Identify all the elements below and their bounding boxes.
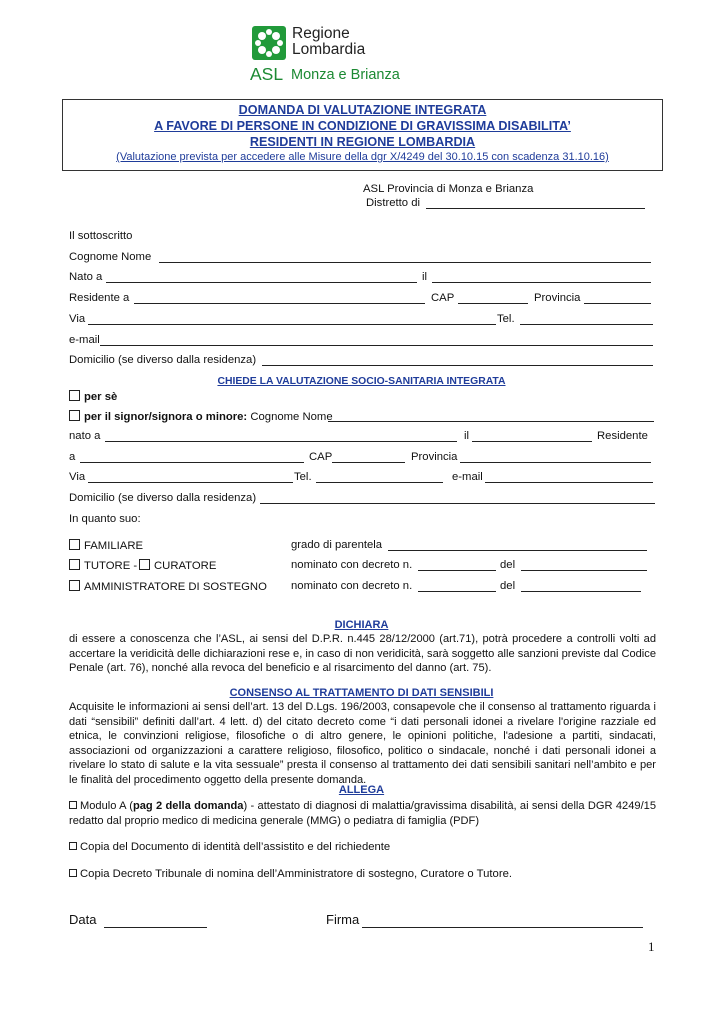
data-label: Data [69,912,97,927]
applicant-residente-field[interactable] [134,303,425,304]
request-a-label: a [69,451,76,463]
nominato-label-1: nominato con decreto n. [291,559,413,571]
data-field[interactable] [104,927,207,928]
request-nato-field[interactable] [105,441,457,442]
request-domicilio-field[interactable] [260,503,655,504]
allega-item-2[interactable]: Copia del Documento di identità dell’assistito e del richiedente [69,841,390,853]
asl-label: ASL [250,64,284,84]
request-residente-label: Residente [597,430,648,442]
checkbox-icon [69,390,80,401]
del-label-2: del [500,580,516,592]
consenso-heading: CONSENSO AL TRATTAMENTO DI DATI SENSIBILI [229,687,494,699]
logo-text-lombardia: Lombardia [292,41,366,58]
option-per-altri[interactable]: per il signor/signora o minore: Cognome Nome [69,410,333,423]
option-per-se[interactable]: per sè [69,390,117,403]
asl-area: Monza e Brianza [291,67,400,83]
applicant-domicilio-label: Domicilio (se diverso dalla residenza) [69,354,257,366]
request-via-label: Via [69,471,86,483]
recipient-asl: ASL Provincia di Monza e Brianza [363,183,534,195]
option-curatore[interactable]: CURATORE [139,559,216,572]
logo-text-regione: Regione [292,25,350,42]
decreto-n-field-2[interactable] [418,591,496,592]
option-amministratore[interactable]: AMMINISTRATORE DI SOSTEGNO [69,580,267,593]
applicant-cap-label: CAP [431,292,455,304]
applicant-via-field[interactable] [88,324,496,325]
applicant-provincia-label: Provincia [534,292,581,304]
request-heading: CHIEDE LA VALUTAZIONE SOCIO-SANITARIA INTEGRATA [217,376,506,387]
applicant-il-label: il [422,271,428,283]
decreto-n-field-1[interactable] [418,570,496,571]
request-email-label: e-mail [452,471,483,483]
applicant-via-label: Via [69,313,86,325]
applicant-email-field[interactable] [100,345,653,346]
applicant-domicilio-field[interactable] [262,365,653,366]
page-number: 1 [648,939,655,954]
checkbox-icon [69,559,80,570]
checkbox-icon [69,580,80,591]
nominato-label-2: nominato con decreto n. [291,580,413,592]
grado-field[interactable] [388,550,647,551]
request-il-label: il [464,430,470,442]
title-line-4: (Valutazione prevista per accedere alle Misure della dgr X/4249 del 30.10.15 con scadenza 31.10.16) [116,151,609,163]
applicant-provincia-field[interactable] [584,303,651,304]
request-residenza-field[interactable] [80,462,304,463]
applicant-tel-field[interactable] [520,324,653,325]
option-tutore[interactable]: TUTORE - [69,559,137,572]
recipient-distretto-label: Distretto di [366,197,420,209]
applicant-tel-label: Tel. [497,313,515,325]
applicant-cognome-label: Cognome Nome [69,251,152,263]
request-provincia-label: Provincia [411,451,458,463]
request-email-field[interactable] [485,482,653,483]
request-provincia-field[interactable] [460,462,651,463]
regione-lombardia-logo [252,26,286,60]
applicant-heading: Il sottoscritto [69,230,133,242]
request-nato-label: nato a [69,430,101,442]
request-via-field[interactable] [88,482,293,483]
checkbox-icon [69,539,80,550]
request-cognome-field[interactable] [328,421,654,422]
checkbox-icon [69,869,77,877]
consenso-text: Acquisite le informazioni ai sensi dell’art. 13 del D.Lgs. 196/2003, consapevole che il consenso al trattamento riguarda i dati “sensibili” definiti dall’art. 4 lett. d) del citato decreto come “i dati personali idonei a rivelare l'origine razziale ed etnica, le convinzioni religiose, filosofiche o di altro genere, le opinioni politiche, l'adesione a partiti, sindacati, associazioni od organizzazioni a carattere religioso, filosofico, politico o sindacale, nonché i dati personali idonei a rivelare lo stato di salute e la vita sessuale” presta il consenso al trattamento dei dati sensibili sanitari nell’ambito e per le finalità del procedimento oggetto della presente domanda. [69,701,656,786]
grado-label: grado di parentela [291,539,383,551]
applicant-email-label: e-mail [69,334,100,346]
firma-field[interactable] [362,927,643,928]
applicant-il-field[interactable] [432,282,651,283]
checkbox-icon [69,842,77,850]
checkbox-icon [69,801,77,809]
title-line-3: RESIDENTI IN REGIONE LOMBARDIA [249,135,476,149]
title-line-2: A FAVORE DI PERSONE IN CONDIZIONE DI GRAVISSIMA DISABILITA’ [154,119,571,133]
option-familiare[interactable]: FAMILIARE [69,539,143,552]
decreto-del-field-1[interactable] [521,570,647,571]
checkbox-icon [139,559,150,570]
in-quanto-label: In quanto suo: [69,513,141,525]
del-label-1: del [500,559,516,571]
applicant-nato-field[interactable] [106,282,417,283]
request-domicilio-label: Domicilio (se diverso dalla residenza) [69,492,257,504]
firma-label: Firma [326,912,360,927]
title-box [62,99,663,171]
applicant-cognome-field[interactable] [159,262,651,263]
distretto-field[interactable] [426,208,645,209]
rosa-camuna-icon [252,26,286,60]
applicant-nato-label: Nato a [69,271,103,283]
dichiara-heading: DICHIARA [334,619,389,631]
request-cap-field[interactable] [332,462,405,463]
request-tel-field[interactable] [316,482,443,483]
allega-item-1[interactable]: Modulo A (pag 2 della domanda) - attestato di diagnosi di malattia/gravissima disabilità, ai sensi della DGR 4249/15 redatto dal proprio medico di medicina generale (MMG) o pediatra di famiglia (PDF) [69,800,656,827]
applicant-residente-label: Residente a [69,292,130,304]
decreto-del-field-2[interactable] [521,591,641,592]
allega-item-3[interactable]: Copia Decreto Tribunale di nomina dell’Amministratore di sostegno, Curatore o Tutore. [69,868,512,880]
request-tel-label: Tel. [294,471,312,483]
request-il-field[interactable] [472,441,592,442]
dichiara-text: di essere a conoscenza che l’ASL, ai sensi del D.P.R. n.445 28/12/2000 (art.71), potrà procedere a controlli volti ad accertare la veridicità delle dichiarazioni rese e, in caso di non veridicità, sarà soggetto alle sanzioni previste dal Codice Penale (art. 76), nonché alla revoca del beneficio e al risarcimento del danno (art. 75). [69,633,656,675]
request-cap-label: CAP [309,451,333,463]
applicant-cap-field[interactable] [458,303,528,304]
allega-heading: ALLEGA [338,784,385,796]
checkbox-icon [69,410,80,421]
title-line-1: DOMANDA DI VALUTAZIONE INTEGRATA [238,103,487,117]
